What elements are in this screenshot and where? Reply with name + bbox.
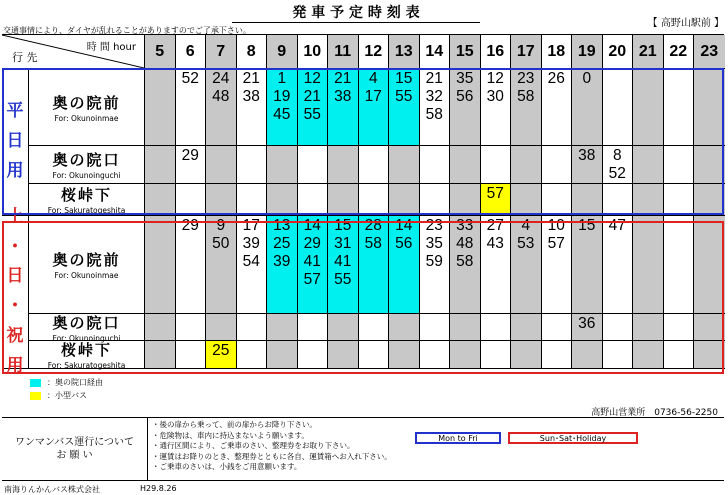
minutes-cell bbox=[267, 69, 298, 146]
departure-minute: 39 bbox=[242, 235, 260, 252]
minutes-cell bbox=[694, 341, 725, 369]
minutes-cell bbox=[420, 216, 451, 314]
hour-header-12: 12 bbox=[359, 35, 390, 69]
minutes-cell bbox=[481, 216, 512, 314]
departure-minute: 38 bbox=[578, 147, 596, 164]
departure-minute: 57 bbox=[486, 185, 504, 202]
hour-header-11: 11 bbox=[328, 35, 359, 69]
hour-header-16: 16 bbox=[481, 35, 512, 69]
departure-minute: 58 bbox=[517, 88, 535, 105]
minutes-cell bbox=[298, 216, 329, 314]
minutes-cell bbox=[511, 146, 542, 184]
minutes-cell bbox=[481, 314, 512, 341]
minutes-cell bbox=[450, 314, 481, 341]
departure-minute: 26 bbox=[547, 70, 565, 87]
departure-minute: 21 bbox=[334, 70, 352, 87]
minutes-cell bbox=[511, 69, 542, 146]
departure-minute: 10 bbox=[547, 217, 565, 234]
minutes-cell bbox=[206, 216, 237, 314]
departure-minute: 55 bbox=[395, 88, 413, 105]
departure-minute: 58 bbox=[364, 235, 382, 252]
hour-header-23: 23 bbox=[694, 35, 725, 69]
departure-minute: 8 bbox=[612, 147, 622, 164]
weekday-label-char: 用 bbox=[6, 160, 24, 181]
minutes-cell bbox=[267, 216, 298, 314]
departure-minute: 41 bbox=[334, 253, 352, 270]
departure-minute: 53 bbox=[517, 235, 535, 252]
minutes-cell bbox=[328, 216, 359, 314]
minutes-cell bbox=[664, 216, 695, 314]
minutes-cell bbox=[420, 341, 451, 369]
minutes-cell bbox=[694, 314, 725, 341]
passenger-rules bbox=[152, 420, 392, 473]
destination-name-en: For: Okunoinmae bbox=[54, 113, 119, 123]
departure-minute: 38 bbox=[242, 88, 260, 105]
departure-minute: 55 bbox=[334, 271, 352, 288]
minutes-cell bbox=[267, 341, 298, 369]
minutes-cell bbox=[389, 341, 420, 369]
departure-minute: 28 bbox=[364, 217, 382, 234]
oneman-notice bbox=[2, 418, 148, 480]
minutes-cell bbox=[511, 216, 542, 314]
departure-minute: 48 bbox=[456, 235, 474, 252]
departure-minute: 47 bbox=[608, 217, 626, 234]
corner-dest-label: 行 先 bbox=[12, 51, 38, 64]
minutes-cell bbox=[694, 146, 725, 184]
departure-minute: 23 bbox=[517, 70, 535, 87]
minutes-cell bbox=[145, 69, 176, 146]
departure-minute: 48 bbox=[212, 88, 230, 105]
minutes-cell bbox=[603, 184, 634, 216]
holiday-label-char: 日 bbox=[6, 266, 24, 287]
minutes-cell bbox=[511, 314, 542, 341]
weekday-label-char: 平 bbox=[6, 101, 24, 122]
minutes-cell bbox=[176, 314, 207, 341]
holiday-label-char: 祝 bbox=[6, 325, 24, 346]
departure-minute: 36 bbox=[578, 315, 596, 332]
departure-minute: 29 bbox=[303, 235, 321, 252]
minutes-cell bbox=[389, 314, 420, 341]
departure-minute: 0 bbox=[582, 70, 592, 87]
minutes-cell bbox=[176, 146, 207, 184]
hour-header-5: 5 bbox=[145, 35, 176, 69]
minutes-cell bbox=[420, 69, 451, 146]
minutes-cell bbox=[267, 314, 298, 341]
destination-2 bbox=[29, 184, 145, 216]
departure-minute: 1 bbox=[277, 70, 287, 87]
minutes-cell bbox=[481, 69, 512, 146]
departure-minute: 39 bbox=[273, 253, 291, 270]
departure-minute: 38 bbox=[334, 88, 352, 105]
minutes-cell bbox=[237, 341, 268, 369]
minutes-cell bbox=[237, 69, 268, 146]
timetable-title: 発 車 予 定 時 刻 表 bbox=[232, 2, 480, 23]
minutes-cell bbox=[420, 184, 451, 216]
destination-0 bbox=[29, 69, 145, 146]
destination-name: 奥の院口 bbox=[52, 313, 121, 332]
minutes-cell bbox=[389, 146, 420, 184]
minutes-cell bbox=[450, 69, 481, 146]
minutes-cell bbox=[206, 184, 237, 216]
company-name: 南海りんかんバス株式会社 bbox=[4, 485, 100, 494]
hour-header-22: 22 bbox=[664, 35, 695, 69]
weekday-label-char: 日 bbox=[6, 131, 24, 152]
delay-notice: 交通事情により、ダイヤが乱れることがありますのでご了承下さい。 bbox=[3, 26, 251, 35]
minutes-cell bbox=[633, 341, 664, 369]
rule-line: ・後の扉から乗って、前の扉からお降り下さい。 bbox=[152, 420, 317, 429]
minutes-cell bbox=[542, 184, 573, 216]
minutes-cell bbox=[664, 184, 695, 216]
departure-minute: 52 bbox=[608, 165, 626, 182]
departure-minute: 52 bbox=[181, 70, 199, 87]
legend-cyan-label: ：奥の院口経由 bbox=[47, 378, 103, 387]
minutes-cell bbox=[145, 341, 176, 369]
departure-minute: 30 bbox=[486, 88, 504, 105]
minutes-cell bbox=[420, 314, 451, 341]
minutes-cell bbox=[542, 341, 573, 369]
departure-minute: 32 bbox=[425, 88, 443, 105]
minutes-cell bbox=[542, 69, 573, 146]
minutes-cell bbox=[603, 314, 634, 341]
minutes-cell bbox=[389, 69, 420, 146]
minutes-cell bbox=[542, 216, 573, 314]
departure-minute: 21 bbox=[242, 70, 260, 87]
minutes-cell bbox=[603, 146, 634, 184]
minutes-cell bbox=[359, 69, 390, 146]
minutes-cell bbox=[633, 314, 664, 341]
minutes-cell bbox=[298, 341, 329, 369]
minutes-cell bbox=[603, 216, 634, 314]
holiday-key-label: Sun･Sat･Holiday bbox=[539, 433, 607, 443]
destination-1 bbox=[29, 146, 145, 184]
destination-name-en: For: Okunoinmae bbox=[54, 271, 119, 280]
departure-minute: 43 bbox=[486, 235, 504, 252]
minutes-cell bbox=[206, 341, 237, 369]
departure-minute: 23 bbox=[425, 217, 443, 234]
departure-minute: 19 bbox=[273, 88, 291, 105]
minutes-cell bbox=[328, 146, 359, 184]
departure-minute: 57 bbox=[303, 271, 321, 288]
departure-minute: 25 bbox=[273, 235, 291, 252]
holiday-label-char: ・ bbox=[6, 236, 24, 257]
minutes-cell bbox=[389, 184, 420, 216]
departure-minute: 50 bbox=[212, 235, 230, 252]
departure-minute: 15 bbox=[578, 217, 596, 234]
hour-header-7: 7 bbox=[206, 35, 237, 69]
minutes-cell bbox=[572, 146, 603, 184]
rule-line: ・運賃はお降りのとき、整理券とともに各自、運賃箱へお入れ下さい。 bbox=[152, 451, 392, 461]
minutes-cell bbox=[298, 314, 329, 341]
hour-header-13: 13 bbox=[389, 35, 420, 69]
revision-date: H29.8.26 bbox=[140, 484, 177, 493]
oneman-request: お 願 い bbox=[56, 450, 93, 461]
header-corner bbox=[2, 35, 145, 69]
weekday-label bbox=[2, 69, 29, 216]
destination-1 bbox=[29, 314, 145, 341]
minutes-cell bbox=[572, 341, 603, 369]
minutes-cell bbox=[694, 184, 725, 216]
hour-header-19: 19 bbox=[572, 35, 603, 69]
departure-minute: 17 bbox=[364, 88, 382, 105]
minutes-cell bbox=[694, 69, 725, 146]
minutes-cell bbox=[542, 146, 573, 184]
hour-header-8: 8 bbox=[237, 35, 268, 69]
departure-minute: 35 bbox=[425, 235, 443, 252]
minutes-cell bbox=[176, 216, 207, 314]
hour-header-6: 6 bbox=[176, 35, 207, 69]
rule-line: ・通行区間により、ご乗車のさい、整理券をお取り下さい。 bbox=[152, 441, 355, 451]
minutes-cell bbox=[450, 216, 481, 314]
corner-time-label: 時 間 hour bbox=[86, 42, 136, 53]
minutes-cell bbox=[145, 184, 176, 216]
departure-minute: 33 bbox=[456, 217, 474, 234]
minutes-cell bbox=[237, 216, 268, 314]
destination-name: 奥の院前 bbox=[52, 251, 121, 269]
timetable bbox=[2, 34, 724, 374]
departure-minute: 35 bbox=[456, 70, 474, 87]
minutes-cell bbox=[664, 341, 695, 369]
minutes-cell bbox=[511, 341, 542, 369]
departure-minute: 27 bbox=[486, 217, 504, 234]
minutes-cell bbox=[267, 146, 298, 184]
hour-header-21: 21 bbox=[633, 35, 664, 69]
departure-minute: 29 bbox=[181, 147, 199, 164]
departure-minute: 24 bbox=[212, 70, 230, 87]
minutes-cell bbox=[206, 146, 237, 184]
departure-minute: 25 bbox=[212, 342, 230, 359]
minutes-cell bbox=[237, 314, 268, 341]
minutes-cell bbox=[328, 341, 359, 369]
holiday-label-char: 用 bbox=[6, 355, 24, 376]
minutes-cell bbox=[328, 314, 359, 341]
hour-header-14: 14 bbox=[420, 35, 451, 69]
minutes-cell bbox=[298, 69, 329, 146]
minutes-cell bbox=[572, 184, 603, 216]
holiday-label-char: 土 bbox=[6, 206, 24, 227]
minutes-cell bbox=[328, 184, 359, 216]
minutes-cell bbox=[603, 69, 634, 146]
legend-item-yellow bbox=[4, 389, 103, 402]
minutes-cell bbox=[206, 314, 237, 341]
minutes-cell bbox=[145, 216, 176, 314]
destination-name-en: For: Sakuratogeshita bbox=[47, 206, 126, 215]
minutes-cell bbox=[664, 69, 695, 146]
minutes-cell bbox=[145, 146, 176, 184]
minutes-cell bbox=[481, 184, 512, 216]
minutes-cell bbox=[298, 146, 329, 184]
minutes-cell bbox=[176, 341, 207, 369]
departure-minute: 45 bbox=[273, 106, 291, 123]
departure-minute: 14 bbox=[395, 217, 413, 234]
departure-minute: 13 bbox=[273, 217, 291, 234]
office-contact: 高野山営業所 0736-56-2250 bbox=[591, 408, 718, 418]
minutes-cell bbox=[359, 184, 390, 216]
minutes-cell bbox=[450, 341, 481, 369]
minutes-cell bbox=[237, 184, 268, 216]
departure-minute: 57 bbox=[547, 235, 565, 252]
footer-box bbox=[2, 417, 724, 481]
legend-yellow-label: ：小型バス bbox=[47, 391, 87, 400]
minutes-cell bbox=[633, 184, 664, 216]
departure-minute: 31 bbox=[334, 235, 352, 252]
weekday-key-label: Mon to Fri bbox=[438, 433, 478, 443]
minutes-cell bbox=[633, 69, 664, 146]
minutes-cell bbox=[633, 146, 664, 184]
departure-minute: 59 bbox=[425, 253, 443, 270]
destination-name: 桜峠下 bbox=[60, 341, 112, 359]
departure-minute: 41 bbox=[303, 253, 321, 270]
cyan-swatch bbox=[30, 379, 41, 387]
minutes-cell bbox=[359, 341, 390, 369]
destination-name: 桜峠下 bbox=[60, 186, 112, 204]
hour-header-10: 10 bbox=[298, 35, 329, 69]
destination-name-en: For: Sakuratogeshita bbox=[47, 361, 126, 370]
weekday-key bbox=[415, 432, 501, 444]
departure-minute: 29 bbox=[181, 217, 199, 234]
minutes-cell bbox=[664, 146, 695, 184]
minutes-cell bbox=[206, 69, 237, 146]
destination-name: 奥の院口 bbox=[52, 151, 121, 169]
departure-minute: 14 bbox=[303, 217, 321, 234]
departure-minute: 56 bbox=[395, 235, 413, 252]
minutes-cell bbox=[450, 184, 481, 216]
minutes-cell bbox=[542, 314, 573, 341]
departure-minute: 12 bbox=[486, 70, 504, 87]
minutes-cell bbox=[572, 216, 603, 314]
minutes-cell bbox=[572, 69, 603, 146]
minutes-cell bbox=[145, 314, 176, 341]
minutes-cell bbox=[176, 184, 207, 216]
departure-minute: 55 bbox=[303, 106, 321, 123]
hour-header-9: 9 bbox=[267, 35, 298, 69]
minutes-cell bbox=[450, 146, 481, 184]
departure-minute: 58 bbox=[456, 253, 474, 270]
minutes-cell bbox=[359, 146, 390, 184]
minutes-cell bbox=[359, 216, 390, 314]
minutes-cell bbox=[176, 69, 207, 146]
rule-line: ・危険物は、車内に持込まないよう願います。 bbox=[152, 430, 309, 440]
departure-minute: 17 bbox=[242, 217, 260, 234]
departure-minute: 54 bbox=[242, 253, 260, 270]
hour-header-15: 15 bbox=[450, 35, 481, 69]
departure-minute: 56 bbox=[456, 88, 474, 105]
departure-minute: 15 bbox=[334, 217, 352, 234]
destination-name-en: For: Okunoinguchi bbox=[52, 333, 121, 343]
minutes-cell bbox=[633, 216, 664, 314]
hour-header-20: 20 bbox=[603, 35, 634, 69]
hour-header-17: 17 bbox=[511, 35, 542, 69]
minutes-cell bbox=[572, 314, 603, 341]
minutes-cell bbox=[511, 184, 542, 216]
holiday-label-char: ・ bbox=[6, 296, 24, 316]
departure-minute: 4 bbox=[521, 217, 531, 234]
minutes-cell bbox=[664, 314, 695, 341]
departure-minute: 9 bbox=[216, 217, 226, 234]
destination-name-en: For: Okunoinguchi bbox=[52, 171, 121, 180]
minutes-cell bbox=[298, 184, 329, 216]
minutes-cell bbox=[420, 146, 451, 184]
destination-0 bbox=[29, 216, 145, 314]
holiday-label bbox=[2, 206, 29, 376]
departure-minute: 21 bbox=[425, 70, 443, 87]
minutes-cell bbox=[603, 341, 634, 369]
legend bbox=[4, 376, 103, 402]
hour-header-18: 18 bbox=[542, 35, 573, 69]
minutes-cell bbox=[389, 216, 420, 314]
minutes-cell bbox=[359, 314, 390, 341]
legend-item-cyan bbox=[4, 376, 103, 389]
destination-2 bbox=[29, 341, 145, 369]
minutes-cell bbox=[694, 216, 725, 314]
yellow-swatch bbox=[30, 392, 41, 400]
departure-minute: 15 bbox=[395, 70, 413, 87]
timetable-grid bbox=[2, 34, 724, 374]
minutes-cell bbox=[481, 341, 512, 369]
minutes-cell bbox=[237, 146, 268, 184]
rule-line: ・ご乗車のさいは、小銭をご用意願います。 bbox=[152, 462, 302, 472]
departure-minute: 12 bbox=[303, 70, 321, 87]
minutes-cell bbox=[267, 184, 298, 216]
departure-minute: 21 bbox=[303, 88, 321, 105]
minutes-cell bbox=[328, 69, 359, 146]
holiday-key bbox=[508, 432, 638, 444]
destination-name: 奥の院前 bbox=[52, 93, 121, 112]
station-name: 【 高野山駅前 】 bbox=[647, 18, 724, 29]
minutes-cell bbox=[481, 146, 512, 184]
oneman-title: ワンマンバス運行について bbox=[14, 437, 135, 448]
departure-minute: 58 bbox=[425, 106, 443, 123]
departure-minute: 4 bbox=[368, 70, 378, 87]
